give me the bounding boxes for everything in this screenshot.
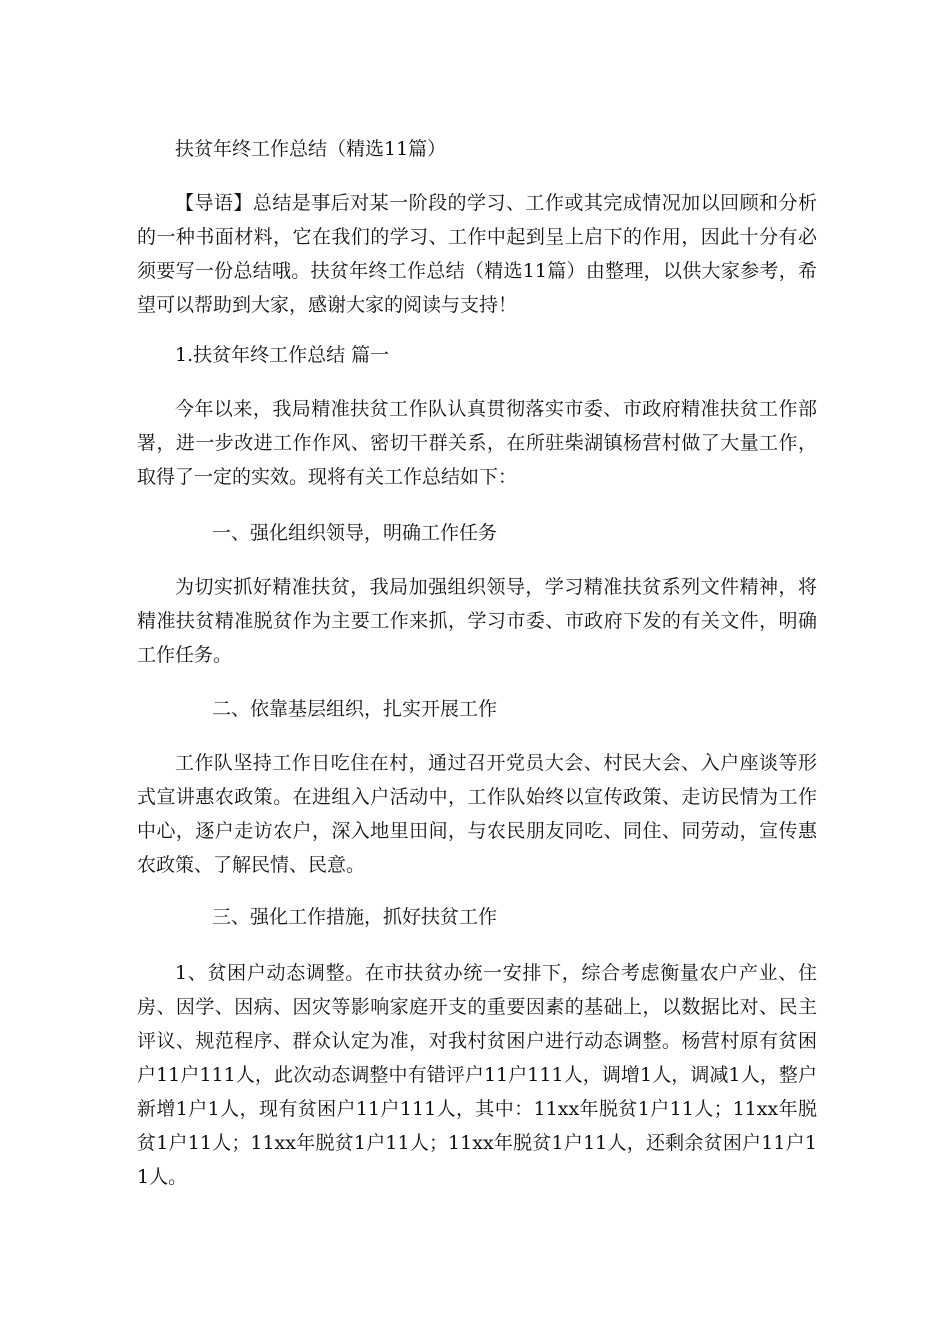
- paragraph-3: 工作队坚持工作日吃住在村，通过召开党员大会、村民大会、入户座谈等形式宣讲惠农政策。在进组入户活动中，工作队始终以宣传政策、走访民情为工作中心，逐户走访农户，深入地里田间，与农民朋友同吃、同住、同劳动，宣传惠农政策、了解民情、民意。: [137, 752, 817, 876]
- subheading-2: 二、依靠基层组织，扎实开展工作: [212, 698, 498, 720]
- section-heading-1: 1.扶贫年终工作总结 篇一: [175, 344, 390, 366]
- paragraph-1: 今年以来，我局精准扶贫工作队认真贯彻落实市委、市政府精准扶贫工作部署，进一步改进工作作风、密切干群关系，在所驻柴湖镇杨营村做了大量工作，取得了一定的实效。现将有关工作总结如下：: [137, 398, 817, 488]
- paragraph-4: 1、贫困户动态调整。在市扶贫办统一安排下，综合考虑衡量农户产业、住房、因学、因病、因灾等影响家庭开支的重要因素的基础上，以数据比对、民主评议、规范程序、群众认定为准，对我村贫困户进行动态调整。杨营村原有贫困户11户111人，此次动态调整中有错评户11户111人，调增1人，调减1人，整户新增1户1人，现有贫困户11户111人，其中：11xx年脱贫1户11人；11xx年脱贫1户11人；11xx年脱贫1户11人；11xx年脱贫1户11人，还剩余贫困户11户11人。: [137, 962, 817, 1188]
- subheading-1: 一、强化组织领导，明确工作任务: [212, 522, 498, 544]
- subheading-3: 三、强化工作措施，抓好扶贫工作: [212, 906, 498, 928]
- document-title: 扶贫年终工作总结（精选11篇）: [175, 138, 447, 160]
- paragraph-2: 为切实抓好精准扶贫，我局加强组织领导，学习精准扶贫系列文件精神，将精准扶贫精准脱贫作为主要工作来抓，学习市委、市政府下发的有关文件，明确工作任务。: [137, 576, 817, 666]
- intro-paragraph: 【导语】总结是事后对某一阶段的学习、工作或其完成情况加以回顾和分析的一种书面材料，它在我们的学习、工作中起到呈上启下的作用，因此十分有必须要写一份总结哦。扶贫年终工作总结（精选11篇）由整理，以供大家参考，希望可以帮助到大家，感谢大家的阅读与支持！: [137, 192, 817, 316]
